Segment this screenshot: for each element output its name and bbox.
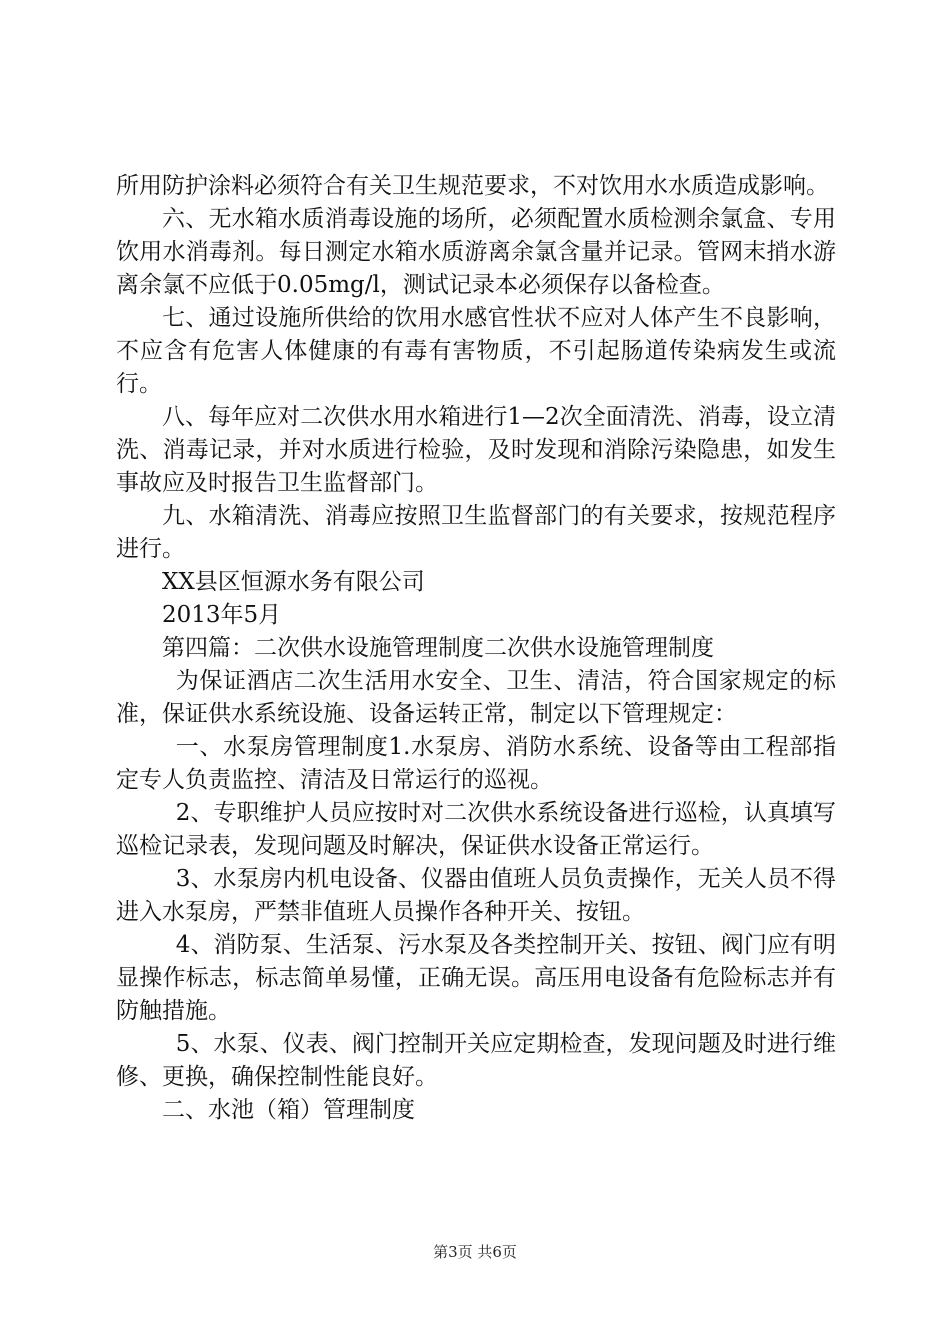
paragraph-continuation: 所用防护涂料必须符合有关卫生规范要求，不对饮用水水质造成影响。 (116, 173, 829, 199)
paragraph-item-9: 九、水箱清洗、消毒应按照卫生监督部门的有关要求，按规范程序进行。 (116, 503, 836, 562)
paragraph-item-8: 八、每年应对二次供水用水箱进行1—2次全面清洗、消毒，设立清洗、消毒记录，并对水质进行检验，及时发现和消除污染隐患，如发生事故应及时报告卫生监督部门。 (116, 404, 836, 496)
intro-paragraph: 为保证酒店二次生活用水安全、卫生、清洁，符合国家规定的标准，保证供水系统设施、设备运转正常，制定以下管理规定： (116, 668, 836, 727)
paragraph-item-6: 六、无水箱水质消毒设施的场所，必须配置水质检测余氯盒、专用饮用水消毒剂。每日测定水箱水质游离余氯含量并记录。管网末捎水游离余氯不应低于0.05mg/l，测试记录本必须保存以备检查。 (116, 206, 836, 298)
paragraph-rule-2: 2、专职维护人员应按时对二次供水系统设备进行巡检，认真填写巡检记录表，发现问题及时解决，保证供水设备正常运行。 (116, 800, 836, 859)
page-footer: 第3页 共6页 (433, 1243, 517, 1261)
paragraph-pump-room: 一、水泵房管理制度1.水泵房、消防水系统、设备等由工程部指定专人负责监控、清洁及日常运行的巡视。 (116, 734, 836, 793)
paragraph-rule-3: 3、水泵房内机电设备、仪器由值班人员负责操作，无关人员不得进入水泵房，严禁非值班人员操作各种开关、按钮。 (116, 866, 836, 925)
paragraph-rule-5: 5、水泵、仪表、阀门控制开关应定期检查，发现问题及时进行维修、更换，确保控制性能良好。 (116, 1031, 836, 1090)
section-heading: 第四篇：二次供水设施管理制度二次供水设施管理制度 (162, 635, 714, 661)
document-body (116, 170, 836, 1127)
paragraph-item-7: 七、通过设施所供给的饮用水感官性状不应对人体产生不良影响，不应含有危害人体健康的有毒有害物质，不引起肠道传染病发生或流行。 (116, 305, 836, 397)
paragraph-tank-heading: 二、水池（箱）管理制度 (162, 1097, 415, 1123)
company-name: XX县区恒源水务有限公司 (162, 569, 425, 595)
date-line: 2013年5月 (162, 602, 282, 628)
paragraph-rule-4: 4、消防泵、生活泵、污水泵及各类控制开关、按钮、阀门应有明显操作标志，标志简单易懂，正确无误。高压用电设备有危险标志并有防触措施。 (116, 932, 836, 1024)
